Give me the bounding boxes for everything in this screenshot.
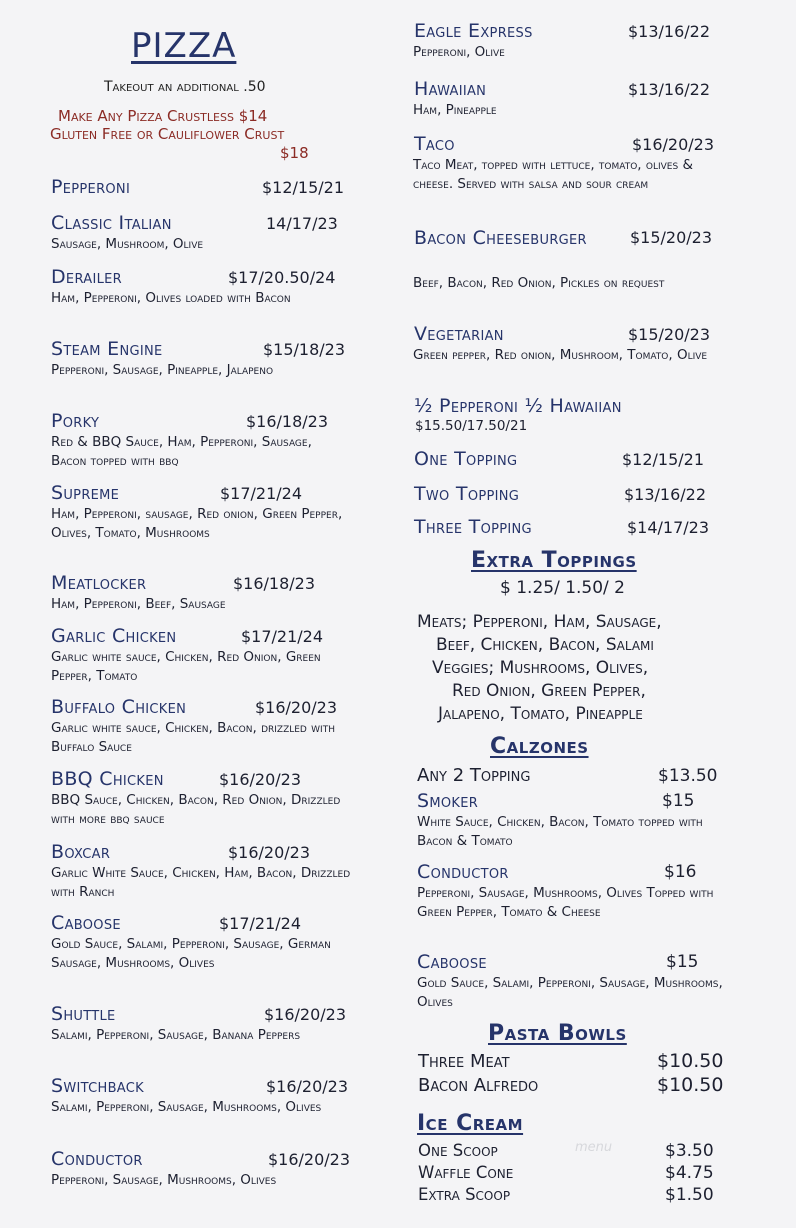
menu-item-name: ½ Pepperoni ½ Hawaiian bbox=[414, 395, 622, 417]
menu-item-desc: BBQ Sauce, Chicken, Bacon, Red Onion, Drizzled with more bbq sauce bbox=[51, 792, 341, 827]
menu-item-name: Three Topping bbox=[414, 516, 532, 538]
menu-item-price: $16/20/23 bbox=[228, 843, 311, 862]
menu-item-price: $13/16/22 bbox=[628, 22, 711, 41]
extra-toppings-line: Jalapeno, Tomato, Pineapple bbox=[438, 704, 643, 724]
menu-item-name: Steam Engine bbox=[51, 338, 163, 360]
menu-item-price: $16/20/23 bbox=[266, 1077, 349, 1096]
menu-item-name: Eagle Express bbox=[414, 20, 533, 42]
extra-toppings-line: Beef, Chicken, Bacon, Salami bbox=[436, 635, 654, 655]
calzone-name: Caboose bbox=[417, 951, 487, 973]
menu-item-desc: Garlic White Sauce, Chicken, Ham, Bacon, Drizzled with Ranch bbox=[51, 865, 351, 900]
menu-item-name: Porky bbox=[51, 410, 100, 432]
calzone-price: $13.50 bbox=[658, 766, 718, 786]
menu-item-price: $15/20/23 bbox=[630, 228, 713, 247]
extra-toppings-line: Veggies; Mushrooms, Olives, bbox=[432, 658, 649, 678]
calzone-desc: Pepperoni, Sausage, Mushrooms, Olives Topped with Green Pepper, Tomato & Cheese bbox=[417, 885, 714, 920]
menu-item-price: $16/20/23 bbox=[268, 1150, 351, 1169]
ice-cream-title: Ice Cream bbox=[417, 1111, 524, 1136]
extra-toppings-line: Red Onion, Green Pepper, bbox=[452, 681, 646, 701]
menu-item-desc: Garlic white sauce, Chicken, Bacon, drizzled with Buffalo Sauce bbox=[51, 720, 335, 755]
menu-item-desc: Ham, Pepperoni, Beef, Sausage bbox=[51, 596, 226, 612]
menu-item-price: $12/15/21 bbox=[262, 178, 345, 197]
menu-item-name: Switchback bbox=[51, 1075, 144, 1097]
menu-item-name: Conductor bbox=[51, 1148, 143, 1170]
menu-item-desc: Salami, Pepperoni, Sausage, Mushrooms, Olives bbox=[51, 1099, 322, 1115]
menu-item-price: $16/20/23 bbox=[219, 770, 302, 789]
calzones-title: Calzones bbox=[490, 734, 589, 759]
ice-cream-name: One Scoop bbox=[418, 1141, 498, 1160]
menu-item-price: $15.50/17.50/21 bbox=[415, 418, 528, 434]
calzone-name: Any 2 Topping bbox=[417, 765, 531, 786]
ice-cream-price: $4.75 bbox=[665, 1163, 714, 1183]
menu-item-price: $15/20/23 bbox=[628, 325, 711, 344]
pasta-price: $10.50 bbox=[657, 1074, 724, 1096]
menu-item-price: $16/20/23 bbox=[264, 1005, 347, 1024]
menu-item-name: Vegetarian bbox=[414, 323, 504, 345]
calzone-desc: White Sauce, Chicken, Bacon, Tomato topped with Bacon & Tomato bbox=[417, 814, 703, 849]
menu-item-price: $12/15/21 bbox=[622, 450, 705, 469]
menu-item-desc: Sausage, Mushroom, Olive bbox=[51, 236, 204, 252]
menu-item-price: $16/20/23 bbox=[255, 698, 338, 717]
takeout-note: Takeout an additional .50 bbox=[104, 79, 266, 95]
menu-item-name: Derailer bbox=[51, 266, 122, 288]
pasta-name: Bacon Alfredo bbox=[418, 1075, 539, 1096]
pasta-price: $10.50 bbox=[657, 1050, 724, 1072]
menu-item-desc: Salami, Pepperoni, Sausage, Banana Peppers bbox=[51, 1027, 301, 1043]
menu-item-name: Meatlocker bbox=[51, 572, 147, 594]
menu-item-desc: Ham, Pineapple bbox=[413, 102, 497, 118]
calzone-name: Smoker bbox=[417, 790, 479, 812]
menu-item-name: BBQ Chicken bbox=[51, 768, 164, 790]
menu-item-price: $15/18/23 bbox=[263, 340, 346, 359]
menu-item-name: Classic Italian bbox=[51, 212, 172, 234]
watermark-logo: menu bbox=[575, 1140, 613, 1155]
menu-item-name: Supreme bbox=[51, 482, 120, 504]
menu-item-name: Bacon Cheeseburger bbox=[414, 227, 587, 249]
menu-item-desc: Green pepper, Red onion, Mushroom, Tomato, Olive bbox=[413, 347, 708, 363]
menu-item-name: Caboose bbox=[51, 912, 121, 934]
menu-item-price: $17/20.50/24 bbox=[228, 268, 336, 287]
menu-item-price: $16/18/23 bbox=[246, 412, 329, 431]
menu-item-name: Pepperoni bbox=[51, 176, 131, 198]
menu-item-name: Hawaiian bbox=[414, 78, 487, 100]
ice-cream-name: Waffle Cone bbox=[418, 1163, 514, 1182]
menu-item-desc: Garlic white sauce, Chicken, Red Onion, Green Pepper, Tomato bbox=[51, 649, 321, 684]
menu-item-name: Two Topping bbox=[414, 483, 520, 505]
calzone-price: $16 bbox=[664, 862, 697, 882]
menu-item-name: Shuttle bbox=[51, 1003, 116, 1025]
menu-item-name: Taco bbox=[414, 133, 455, 155]
calzone-price: $15 bbox=[666, 952, 699, 972]
extra-toppings-title: Extra Toppings bbox=[471, 548, 637, 573]
menu-item-price: $14/17/23 bbox=[627, 518, 710, 537]
menu-item-desc: Pepperoni, Olive bbox=[413, 44, 505, 60]
menu-item-price: $13/16/22 bbox=[628, 80, 711, 99]
extra-toppings-prices: $ 1.25/ 1.50/ 2 bbox=[500, 578, 626, 598]
menu-item-desc: Gold Sauce, Salami, Pepperoni, Sausage, German Sausage, Mushrooms, Olives bbox=[51, 936, 331, 971]
calzone-price: $15 bbox=[662, 791, 695, 811]
extra-toppings-line: Meats; Pepperoni, Ham, Sausage, bbox=[417, 612, 662, 632]
page-title: PIZZA bbox=[131, 26, 237, 66]
menu-item-desc: Taco Meat, topped with lettuce, tomato, olives & cheese. Served with salsa and sour cream bbox=[413, 157, 694, 192]
menu-item-price: $16/20/23 bbox=[632, 135, 715, 154]
crustless-note: Make Any Pizza Crustless $14 bbox=[58, 107, 268, 125]
menu-item-name: One Topping bbox=[414, 448, 518, 470]
menu-item-price: $17/21/24 bbox=[219, 914, 302, 933]
ice-cream-price: $3.50 bbox=[665, 1141, 714, 1161]
gluten-free-price: $18 bbox=[280, 144, 309, 162]
gluten-free-note: Gluten Free or Cauliflower Crust bbox=[50, 125, 285, 143]
menu-item-price: $16/18/23 bbox=[233, 574, 316, 593]
calzone-desc: Gold Sauce, Salami, Pepperoni, Sausage, Mushrooms, Olives bbox=[417, 975, 723, 1010]
menu-item-name: Buffalo Chicken bbox=[51, 696, 187, 718]
menu-item-name: Garlic Chicken bbox=[51, 625, 177, 647]
pasta-bowls-title: Pasta Bowls bbox=[488, 1021, 627, 1046]
menu-item-price: $17/21/24 bbox=[241, 627, 324, 646]
menu-item-desc: Beef, Bacon, Red Onion, Pickles on request bbox=[413, 275, 665, 291]
ice-cream-name: Extra Scoop bbox=[418, 1185, 511, 1204]
menu-item-desc: Red & BBQ Sauce, Ham, Pepperoni, Sausage, Bacon topped with bbq bbox=[51, 434, 312, 469]
menu-item-price: 14/17/23 bbox=[266, 214, 338, 233]
ice-cream-price: $1.50 bbox=[665, 1185, 714, 1205]
menu-item-desc: Pepperoni, Sausage, Pineapple, Jalapeno bbox=[51, 362, 274, 378]
pasta-name: Three Meat bbox=[418, 1051, 510, 1072]
menu-item-price: $17/21/24 bbox=[220, 484, 303, 503]
calzone-name: Conductor bbox=[417, 861, 509, 883]
menu-item-desc: Pepperoni, Sausage, Mushrooms, Olives bbox=[51, 1172, 277, 1188]
menu-item-price: $13/16/22 bbox=[624, 485, 707, 504]
menu-item-name: Boxcar bbox=[51, 841, 111, 863]
menu-item-desc: Ham, Pepperoni, sausage, Red onion, Green Pepper, Olives, Tomato, Mushrooms bbox=[51, 506, 343, 541]
menu-item-desc: Ham, Pepperoni, Olives loaded with Bacon bbox=[51, 290, 291, 306]
